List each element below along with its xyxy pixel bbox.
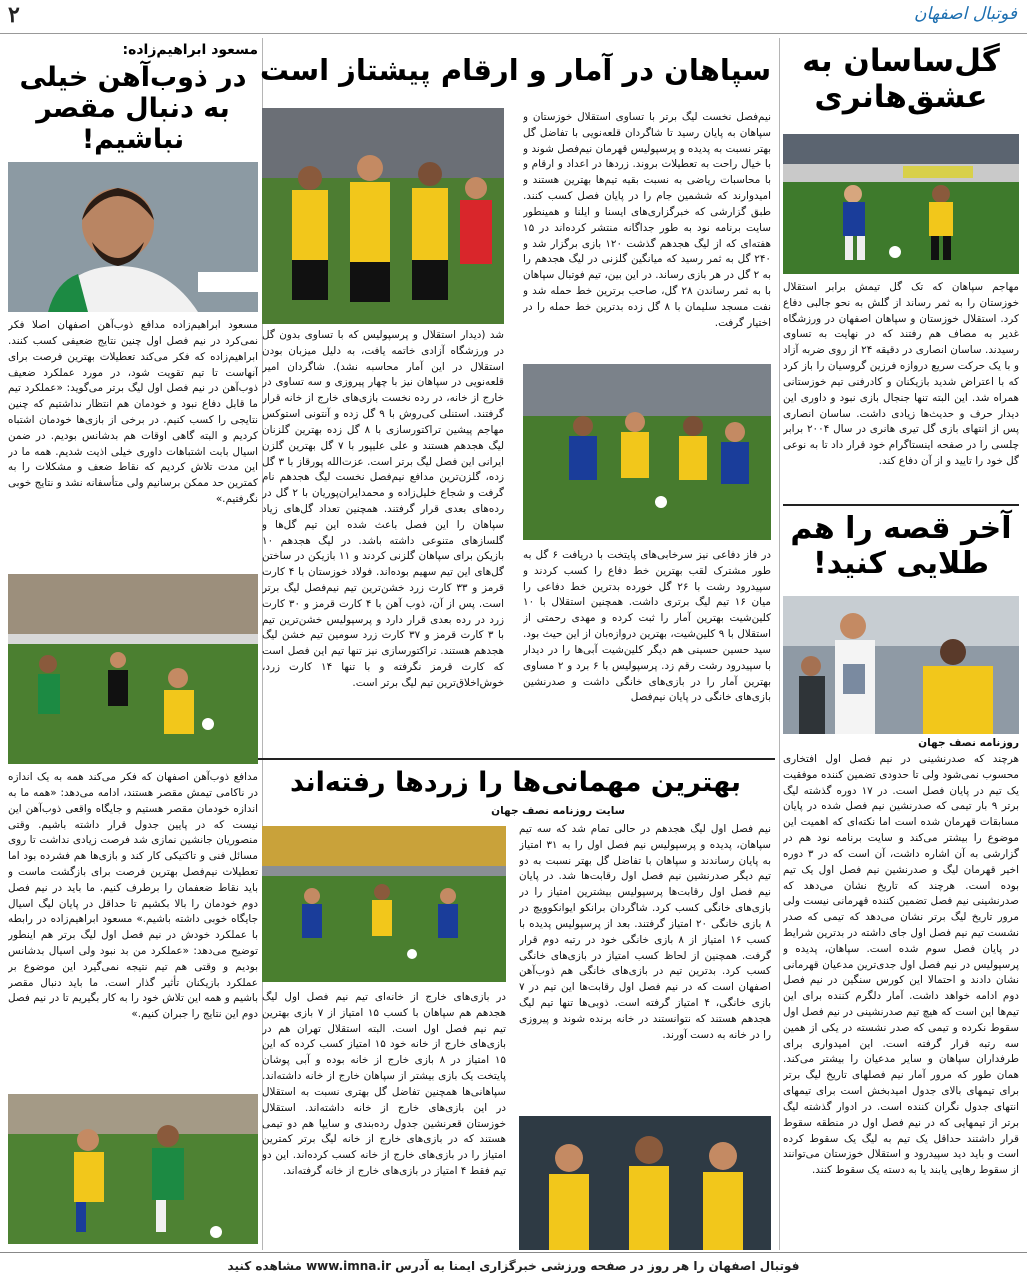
ebrahimzadeh-portrait [8,162,258,312]
article-body: نیم‌فصل نخست لیگ برتر با تساوی استقلال خوزستان و سپاهان به پایان رسید تا شاگردان قلعه‌نویی با تفاضل گل بهتر نسبت به پدیده و پرسپولیس قهرمان نیم‌فصل شوند و با خیال راحت به تعطیلات بروند. زردها در اعداد و ارقام و با محاسبات ریاضی به نسبت بقیه تیم‌ها بهترین هستند و امیدوارند که ششمین جام را در پایان فصل کسب کنند. طبق گزارشی که خبرگزاری‌های ایسنا و ایلنا و همینطور سایت برنامه نود به طور جداگانه منتشر کرده‌اند در ۱۵ هفته‌ای که از لیگ هجدهم گذشت ۱۲۰ بازی برگزار شد و ۲۴۰ گل به ثمر رسید که میانگین گلزنی در لیگ هجدهم را به ۲ گل در هر بازی رساند. در این بین، تیم فوتبال سپاهان با به ثمر رساندن ۲۸ گل، صاحب برترین خط حمله شد و نفت مسجد سلیمان با ۸ گل زده بدترین خط حمله را در اختیار گرفت. [523,111,771,329]
sepahan-players-photo [519,1116,771,1250]
article-body: شد (دیدار استقلال و پرسپولیس که با تساوی بدون گل در ورزشگاه آزادی خاتمه یافت، به دلیل میزبان بودن استقلال در این آمار محاسبه نشد). شاگردان امیر قلعه‌نویی در سپاهان نیز با چهار پیروزی و سه تساوی در خارج از خانه، در رده نخست بازی‌های خارج از خانه قرار گرفتند. استنلی کی‌روش با ۹ گل زده و آنتونی استوکس مهاجم پیشین تراکتورسازی با ۸ گل زده بهترین گلزنان لیگ هجدهم هستند و علی علیپور با ۷ گل بهترین گلزن ایرانی این فصل لیگ برتر است. عزت‌الله پورقاز با ۳ گل زده، گلزن‌ترین مدافع نیم‌فصل نخست لیگ هجدهم نام گرفت و شجاع خلیل‌زاده و محمدایران‌پوریان با ۲ گل در رده‌های بعدی قرار گرفتند. همچنین تعداد گل‌های زیاد سپاهان را این فصل باعث شده این تیم گل‌ها و گلسازهای متنوعی داشته باشد. در لیگ هجدهم ۱۰ بازیکن برای سپاهان گلزنی کردند و ۱۱ بازیکن در ساختن گل‌های این تیم سهیم بوده‌اند. فولاد خوزستان با ۴ کارت قرمز و ۳۳ کارت زرد خشن‌ترین تیم نیم‌فصل لیگ برتر است. پس از آن، ذوب آهن با ۴ کارت قرمز و ۳۰ کارت زرد در رده بعدی قرار دارد و پرسپولیس خشن‌ترین تیم با ۳ کارت قرمز و ۳۷ کارت زرد سومین تیم خشن لیگ هجدهم هستند. تراکتورسازی نیز تنها تیم این فصل است که کارت قرمز نگرفته و با تنها ۱۴ کارت زرد، خوش‌اخلاق‌ترین تیم لیگ برتر است. [262,329,504,689]
article-title: آخر قصه را هم طلایی کنید! [790,511,1012,581]
left-column [8,38,258,1250]
page-footer: فوتبال اصفهان را هر روز در صفحه ورزشی خبرگزاری ایمنا به آدرس www.imna.ir مشاهده کنید [0,1252,1027,1280]
article-source: روزنامه نصف جهان [918,737,1019,749]
section-divider [256,758,775,760]
article-title: در ذوب‌آهن خیلی به دنبال مقصر نباشیم! [19,62,247,156]
sepahan-celebration-photo [262,108,504,324]
masthead: فوتبال اصفهان [914,4,1017,24]
page-header [0,0,1027,34]
column-divider [779,38,780,1250]
match-photo-sepahan [523,364,771,540]
article-title: سپاهان در آمار و ارقام پیشتاز است [259,53,772,87]
match-photo-zobahan [8,574,258,764]
right-column [783,38,1019,1250]
section-divider [783,504,1019,506]
article-body: مدافع ذوب‌آهن اصفهان که فکر می‌کند همه به یک اندازه در ناکامی تیمش مقصر هستند، ادامه می‌دهد: «همه ما به اندازه خودمان مقصر هستیم و جایگاه واقعی ذوب‌آهن این نیست که در پایین جدول قرار داشته باشیم. وقتی منصوریان جانشین نمازی شد فرصت زیادی نداشت تا روی مسائل فنی و تاکتیکی کار کند و بازی‌ها هم فشرده بود اما تعطیلات نیم‌فصل بهترین فرصت برای بازگشت ماست و باید نقاط ضعفمان را برطرف کنیم. ما باید در نیم فصل دوم خودمان را بالا بکشیم تا حداقل در پایان لیگ اسیال جایگاه خوبی داشته باشیم.» مسعود ابراهیم‌زاده در رابطه با عملکرد خودش در نیم فصل اول لیگ برتر هم اینطور توضیح می‌دهد: «عملکرد من بد نبود ولی اسیال بدشانس بودیم و وقتی هم تیم نتیجه نمی‌گیرد این موضوع بر عملکرد بازیکنان تأثیر گذار است. ما باید دنبال مقصر باشیم و همه این تلاش خود را به کار بگیریم تا در نیم فصل دوم این نتایج را جبران کنیم.» [8,771,258,1021]
match-photo-ansari [783,134,1019,274]
stadium-match-photo [262,826,506,982]
article-body: در بازی‌های خارج از خانه‌ای تیم نیم فصل اول لیگ هجدهم هم سپاهان با کسب ۱۵ امتیاز از ۷ بازی بهترین تیم نیم فصل اول است. البته استقلال تهران هم در بازی‌های خارج از خانه خود ۱۵ امتیاز کسب کرده که این ۱۵ امتیاز در ۸ بازی خارج از خانه بوده و آبی پوشان پایتخت یک بازی بیشتر از سپاهان خارج از خانه داشته‌اند. سپاهانی‌ها همچنین تفاضل گل بهتری نسبت به استقلال در این بازی‌های خارج از خانه داشته‌اند. استقلال خوزستان قعرنشین جدول رده‌بندی و سایپا هم دو تیمی هستند که در بازی‌های خارج از خانه لیگ برتر کمترین امتیاز را در بازی‌های خارج از خانه کسب کرده‌اند. این دو تیم فقط ۴ امتیاز در بازی‌های خارج از خانه گرفته‌اند. [262,991,506,1177]
article-body: مسعود ابراهیم‌زاده مدافع ذوب‌آهن اصفهان اصلا فکر نمی‌کرد در نیم فصل اول چنین نتایج ضعیفی کسب کنند. ابراهیم‌زاده که فکر می‌کند تعطیلات بهترین فرصت برای آنهاست تا تیم تقویت شود، در مورد عملکرد ضعیف ذوب‌آهن در نیم فصل اول لیگ برتر می‌گوید: «عملکرد تیم ما قابل دفاع نبود و خودمان هم انتظار نداشتیم که چنین نتایجی را کسب کنیم. در برخی از بازی‌ها خودمان اشتباه کردیم و البته گاهی اوقات هم بدشانس بودیم. در ضمن اسیال بابت اشتباهات داوری خیلی اذیت شدیم. همه ما در این مدت تلاش کردیم که نقاط ضعف و مشکلات را به کمترین حد ممکن برسانیم ولی متأسفانه نشد و نتایج خوبی نگرفتیم.» [8,319,258,506]
article-title: گل‌ساسان به عشق‌هانری [802,43,1000,115]
article-body: در فاز دفاعی نیز سرخابی‌های پایتخت با دریافت ۶ گل به طور مشترک لقب بهترین خط دفاع را کسب کردند و سپیدرود رشت با ۲۶ گل خورده بدترین خط دفاعی را میان ۱۶ تیم لیگ برتری داشت. همچنین استقلال با ۱۰ کلین‌شیت بهترین آمار را ثبت کرده و مهدی رحمتی از استقلال با ۹ کلین‌شیت، بهترین دروازه‌بان از این حیث بود. سید حسین حسینی هم دیگر کلین‌شیت آبی‌ها را در دیدار با سپیدرود رشت رقم زد. پرسپولیس با ۶ برد و ۲ مساوی بهترین آمار را در بازی‌های خانگی داشت و صدرنشین بازی‌های خانگی در پایان نیم‌فصل [523,549,771,704]
article-source: سایت روزنامه نصف جهان [491,805,625,817]
article-body: نیم فصل اول لیگ هجدهم در حالی تمام شد که سه تیم سپاهان، پدیده و پرسپولیس نیم فصل اول را به ۳۱ امتیاز به پایان رساندند و سپاهان با تفاضل گل بهتر نسبت به دو تیم دیگر صدرنشین نیم فصل اول رقابت‌ها شد. در پایان نیم فصل اول رقابت‌ها پرسپولیس بیشترین امتیاز را در بازی‌های خانگی کسب کرد. شاگردان برانکو ایوانکوویچ در ۸ بازی خانگی ۲۰ امتیاز گرفتند. بعد از پرسپولیس پدیده با کسب ۱۶ امتیاز از ۸ بازی خانگی خود در رتبه دوم قرار گرفت. همچنین از لحاظ کسب امتیاز در بازی‌های خانگی کسب کرد. بدترین تیم در بازی‌های خانگی هم ذوب‌آهن اصفهان است که در نیم فصل اول رقابت‌ها این تیم در ۷ بازی خانگی، ۴ امتیاز گرفته است. ذوبی‌ها تنها تیم لیگ هجدهم هستند که نتوانستند در خانه برنده شوند و پیروزی را در خانه به دست آورند. [519,823,771,1041]
article-kicker: مسعود ابراهیم‌زاده: [122,42,258,58]
article-title: بهترین مهمانی‌ها را زردها رفته‌اند [289,767,742,798]
article-away-games [256,758,775,1250]
middle-column [256,38,775,1250]
article-body: مهاجم سپاهان که تک گل تیمش برابر استقلال خوزستان را به ثمر رساند از گلش به نحو جالبی دفاع کرد. استقلال خوزستان و سپاهان اصفهان در ورزشگاه غدیر به مصاف هم رفتند که در نهایت به تساوی رسیدند. ساسان انصاری در دقیقه ۲۴ از روی ضربه آزاد و با یک حرکت سریع دروازه فرزین گروسیان را باز کرد که با اعتراض شدید بازیکنان و کادرفنی تیم خوزستانی همراه شد. این البته تنها جنجال بازی نبود و داوری این دیدار حرف و حدیث‌ها زیادی داشت. ساسان انصاری پس از انتهای بازی گل تیری هانری در سال ۲۰۰۴ برابر چلسی را در صفحه اینستاگرام خود قرار داد تا به نوعی گل خود را تایید و از آن دفاع کند. [783,281,1019,467]
match-photo-duel [8,1094,258,1244]
page-number: ۲ [8,2,20,28]
article-body: هرچند که صدرنشینی در نیم فصل اول افتخاری محسوب نمی‌شود ولی تا حدودی تضمین کننده موفقیت یک تیم در پایان فصل است. در ۱۷ دوره گذشته لیگ برتر ۹ بار تیمی که صدرنشین نیم فصل شده در پایان مسابقات قهرمان شده است اما نکته‌ای که اهمیت این موضوع را بیشتر می‌کند و سایت برنامه نود هم در گزارشی به آن اشاره داشت، آن است که در ۳ دوره اخیر قهرمان لیگ و صدرنشین نیم فصل اول یک تیم بوده است. هرچند که تاریخ نشان می‌دهد که صدرنشینی نیم فصل تضمین کننده قهرمانی نیست ولی مرور تاریخ لیگ برتر نشان می‌دهد که تیمی که صدر نشست تیم نیم فصل اول جای داشته در بدترین شرایط در پایان فصل سوم شده است. سپاهان، پدیده و پرسپولیس در نیم فصل اول جدی‌ترین مدعیان قهرمانی نشان دادند و احتمالا این کورس سنگین در نیم فصل دوم ادامه خواهد داشت. آمار دلگرم کننده برای این تیم‌ها این است که هیچ تیم صدرنشینی در نیم فصل اول سقوط نکرده و تیمی که صدر نشسته در یکی از همین سه رتبه قرار گرفته است. این امیدواری برای طرفداران سپاهان و سایر مدعیان را بیشتر می‌کند. همان طور که مرور آمار نیم فصلهای تاریخ لیگ برتر برای تیمهای بالای جدول امیدبخش است برای تیمهای انتهای جدول نگران کننده است. در ادوار گذشته لیگ برتر از تیمهایی که در نیم فصل اول در منطقه سقوط قرار داشتند حداقل یک تیم به لیگ یک سقوط کرده است و باید دید سپیدرود و استقلال خوزستان می‌توانند از سقوط رهایی یابند یا به دسته یک سقوط کنند. [783,753,1019,1177]
celebration-photo [783,596,1019,734]
